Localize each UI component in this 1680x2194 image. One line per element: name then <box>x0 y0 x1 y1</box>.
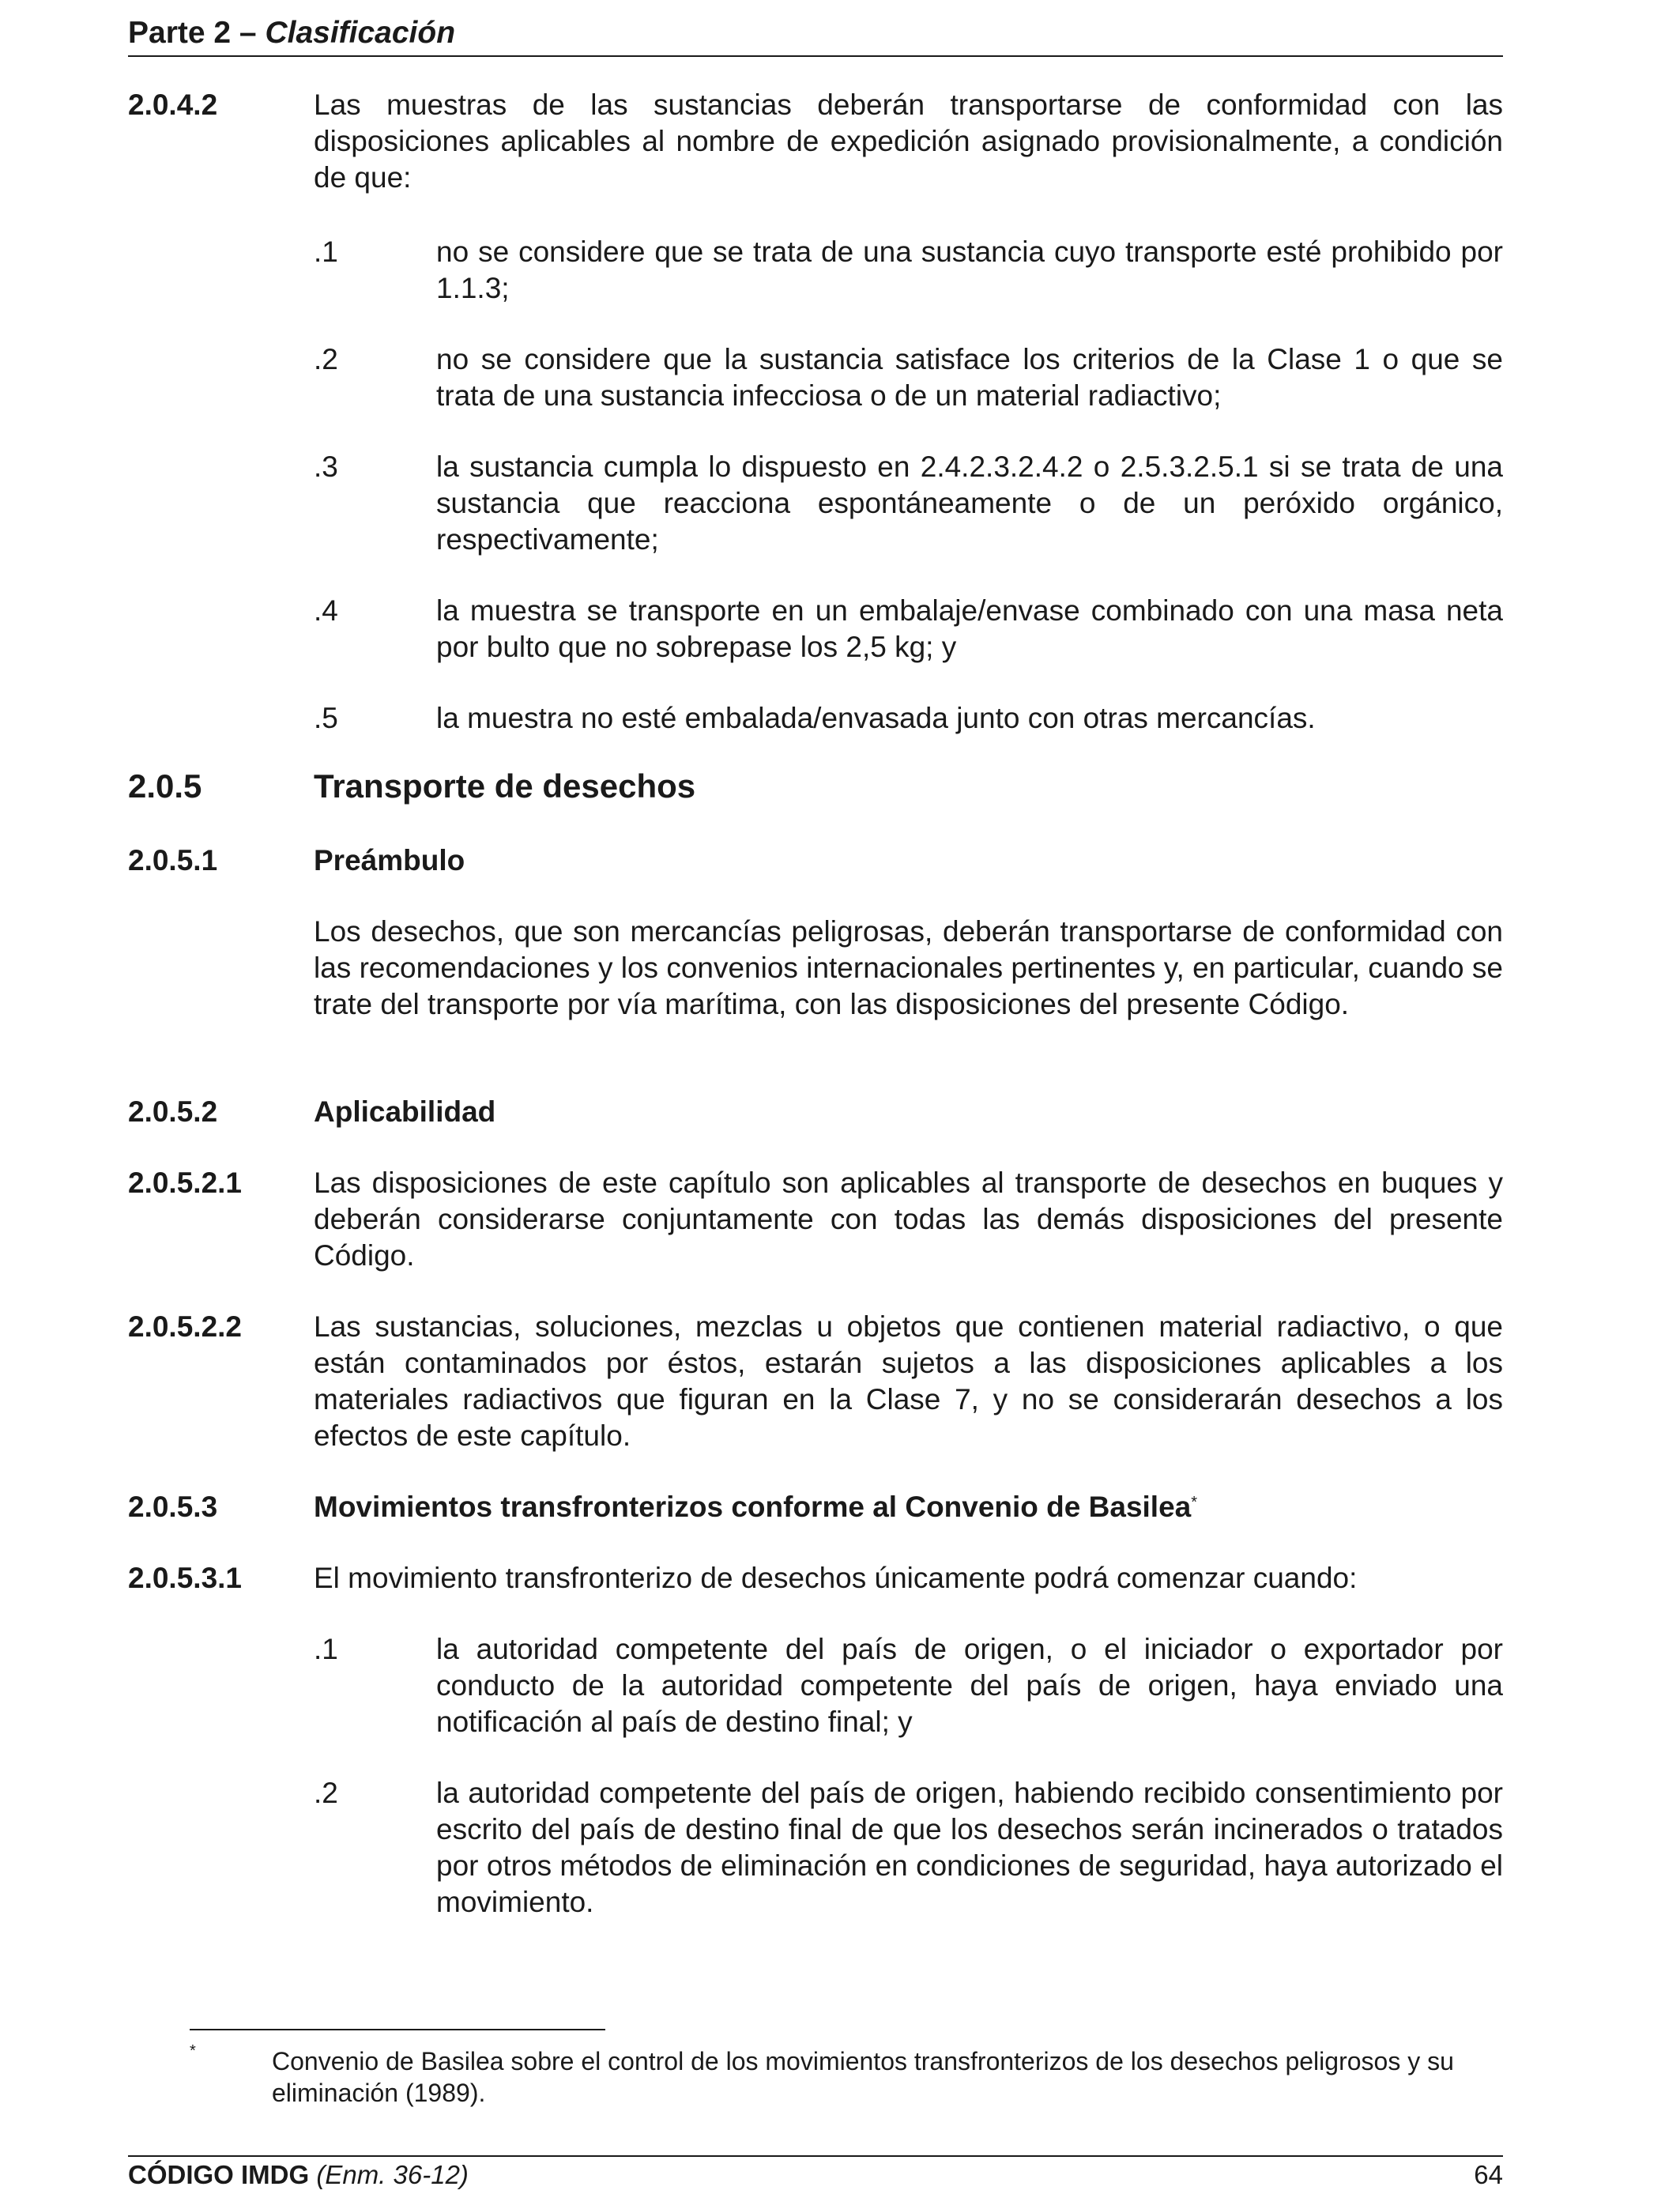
section-heading-text: Movimientos transfronterizos conforme al Convenio de Basilea <box>314 1491 1192 1523</box>
paragraph-text: Las disposiciones de este capítulo son aplicables al transporte de desechos en buques y deberán considerarse conjuntamente con todas las demás disposiciones del presente Código. <box>314 1167 1503 1272</box>
section-intro: El movimiento transfronterizo de desechos únicamente podrá comenzar cuando: <box>314 1562 1358 1594</box>
item-text: la muestra no esté embalada/envasada junto con otras mercancías. <box>436 702 1316 734</box>
footer-code: CÓDIGO IMDG <box>128 2160 310 2189</box>
section-heading: Preámbulo <box>314 844 465 876</box>
item-label: .3 <box>314 450 338 483</box>
section-number: 2.0.4.2 <box>128 89 218 121</box>
section-heading <box>314 1489 1197 1525</box>
header-part: Parte 2 – <box>128 16 266 50</box>
item-text: la sustancia cumpla lo dispuesto en 2.4.2.3.2.4.2 o 2.5.3.2.5.1 si se trata de una sustancia que reacciona espontáneamente o de un peróxido orgánico, respectivamente; <box>436 450 1503 556</box>
section-number: 2.0.5.1 <box>128 844 218 876</box>
header-rule <box>128 55 1503 57</box>
footnote-text: Convenio de Basilea sobre el control de los movimientos transfronterizos de los desechos peligrosos y su eliminación (1989). <box>272 2047 1454 2107</box>
item-label: .2 <box>314 343 338 375</box>
running-footer <box>128 2159 469 2191</box>
section-number: 2.0.5.2 <box>128 1095 218 1128</box>
section-number: 2.0.5.3.1 <box>128 1562 243 1594</box>
section-heading: Transporte de desechos <box>314 767 696 805</box>
footnote-rule <box>190 2029 605 2030</box>
item-label: .5 <box>314 702 338 734</box>
item-text: no se considere que se trata de una sustancia cuyo transporte esté prohibido por 1.1.3; <box>436 236 1503 304</box>
item-text: no se considere que la sustancia satisface los criterios de la Clase 1 o que se trata de una sustancia infecciosa o de un material radiactivo; <box>436 343 1503 412</box>
footnote-mark: * <box>190 2042 196 2060</box>
footer-rule <box>128 2155 1503 2157</box>
section-number: 2.0.5 <box>128 767 202 805</box>
section-number: 2.0.5.3 <box>128 1491 218 1523</box>
item-text: la autoridad competente del país de origen, o el iniciador o exportador por conducto de la autoridad competente del país de origen, haya enviado una notificación al país de destino final; y <box>436 1633 1503 1738</box>
section-number: 2.0.5.2.1 <box>128 1167 243 1199</box>
item-label: .1 <box>314 1633 338 1665</box>
item-text: la muestra se transporte en un embalaje/envase combinado con una masa neta por bulto que no sobrepase los 2,5 kg; y <box>436 594 1503 663</box>
item-label: .4 <box>314 594 338 627</box>
header-title: Clasificación <box>265 16 456 50</box>
item-label: .2 <box>314 1777 338 1809</box>
section-heading: Aplicabilidad <box>314 1095 496 1128</box>
running-header <box>128 14 455 52</box>
paragraph-text: Los desechos, que son mercancías peligrosas, deberán transportarse de conformidad con las recomendaciones y los convenios internacionales pertinentes y, en particular, cuando se trate del transporte por vía marítima, con las disposiciones del presente Código. <box>314 915 1503 1020</box>
footer-amendment: (Enm. 36-12) <box>316 2160 469 2189</box>
item-text: la autoridad competente del país de origen, habiendo recibido consentimiento por escrito del país de destino final de que los desechos serán incinerados o tratados por otros métodos de eliminación en condiciones de seguridad, haya autorizado el movimiento. <box>436 1777 1503 1918</box>
item-label: .1 <box>314 236 338 268</box>
page-number: 64 <box>1474 2160 1503 2189</box>
section-number: 2.0.5.2.2 <box>128 1310 243 1343</box>
footnote-reference[interactable]: * <box>1191 1494 1198 1511</box>
section-intro: Las muestras de las sustancias deberán transportarse de conformidad con las disposiciones aplicables al nombre de expedición asignado provisionalmente, a condición de que: <box>314 89 1503 194</box>
paragraph-text: Las sustancias, soluciones, mezclas u objetos que contienen material radiactivo, o que están contaminados por éstos, estarán sujetos a las disposiciones aplicables a los materiales radiactivos que figuran en la Clase 7, y no se considerarán desechos a los efectos de este capítulo. <box>314 1310 1503 1452</box>
